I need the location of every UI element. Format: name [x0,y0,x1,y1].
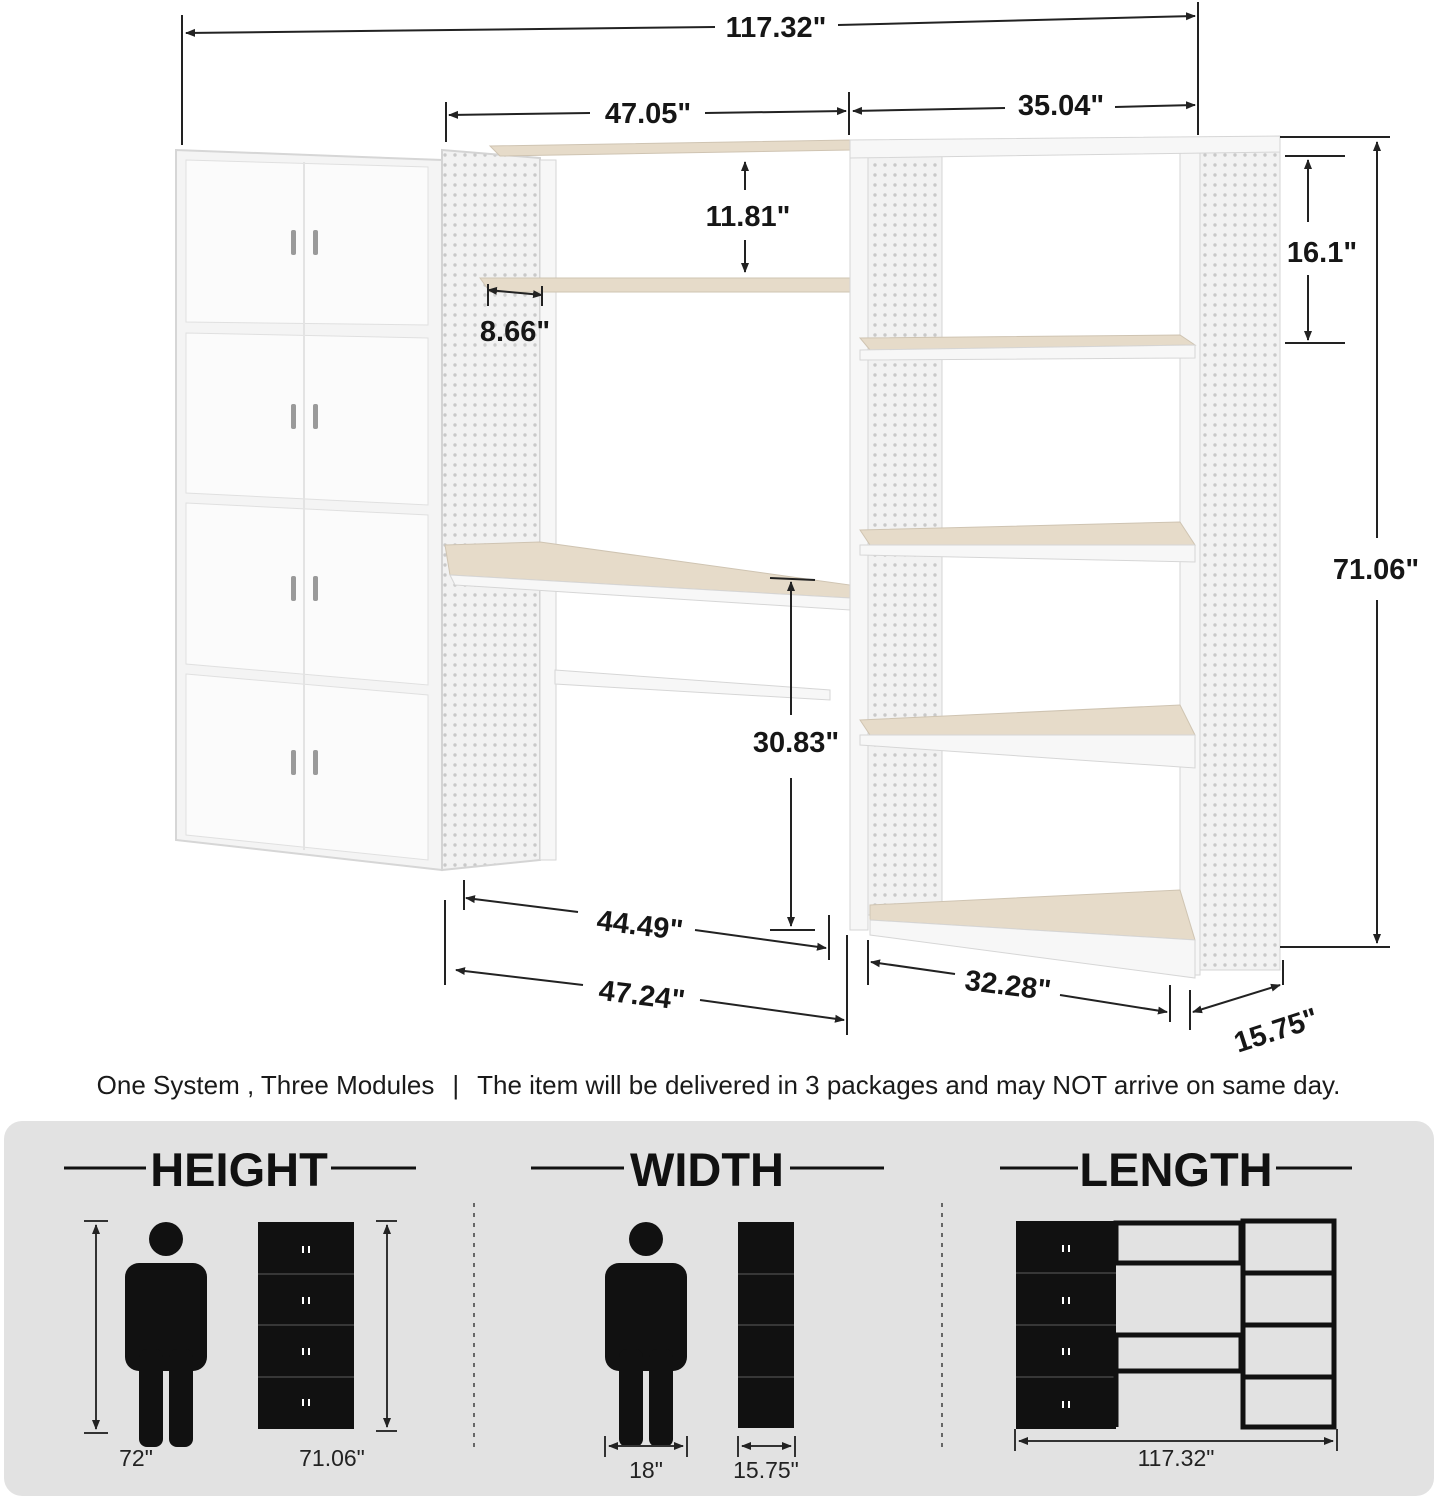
caption-separator: | [452,1069,460,1100]
dim-desk-outer-width: 47.24" [597,974,687,1018]
dim-total-height: 71.06" [1332,554,1420,586]
cabinet-icon [258,1222,354,1429]
length-title: LENGTH [1079,1143,1273,1196]
length-unit-value: 117.32" [1137,1445,1215,1471]
height-unit-value: 71.06" [299,1445,365,1471]
cabinet-side-icon [738,1222,794,1428]
comparison-panel [4,1121,1434,1496]
comparison-graphic [4,1121,1434,1496]
person-icon [125,1222,207,1447]
caption-left: One System , Three Modules [96,1069,435,1100]
dim-bookshelf-shelf-gap: 16.1" [1286,237,1358,269]
bookshelf-module [850,136,1280,978]
dim-shelf-gap: 11.81" [705,201,791,233]
system-outline-icon [1016,1221,1334,1429]
width-unit-value: 15.75" [733,1457,799,1483]
width-person-value: 18" [629,1457,663,1483]
cabinet-module [176,150,442,870]
length-section [1000,1143,1352,1471]
person-icon-width [605,1222,687,1447]
width-section [531,1143,884,1483]
dim-desk-width-top: 47.05" [604,98,692,130]
caption-bar [0,1063,1437,1107]
dim-desk-inner-width: 44.49" [595,904,685,948]
width-title: WIDTH [629,1143,785,1196]
height-person-value: 72" [119,1445,153,1471]
dim-bookshelf-width-top: 35.04" [1017,90,1105,122]
height-title: HEIGHT [150,1143,328,1196]
dim-upper-shelf-depth: 8.66" [479,316,551,348]
dim-depth: 15.75" [1230,1002,1323,1060]
height-section [64,1143,416,1471]
desk-module [442,140,850,870]
caption-right: The item will be delivered in 3 packages and may NOT arrive on same day. [477,1069,1341,1100]
dim-total-width: 117.32" [725,12,827,44]
dim-desk-height: 30.83" [752,727,840,759]
dim-bookshelf-inner-width: 32.28" [963,964,1053,1008]
